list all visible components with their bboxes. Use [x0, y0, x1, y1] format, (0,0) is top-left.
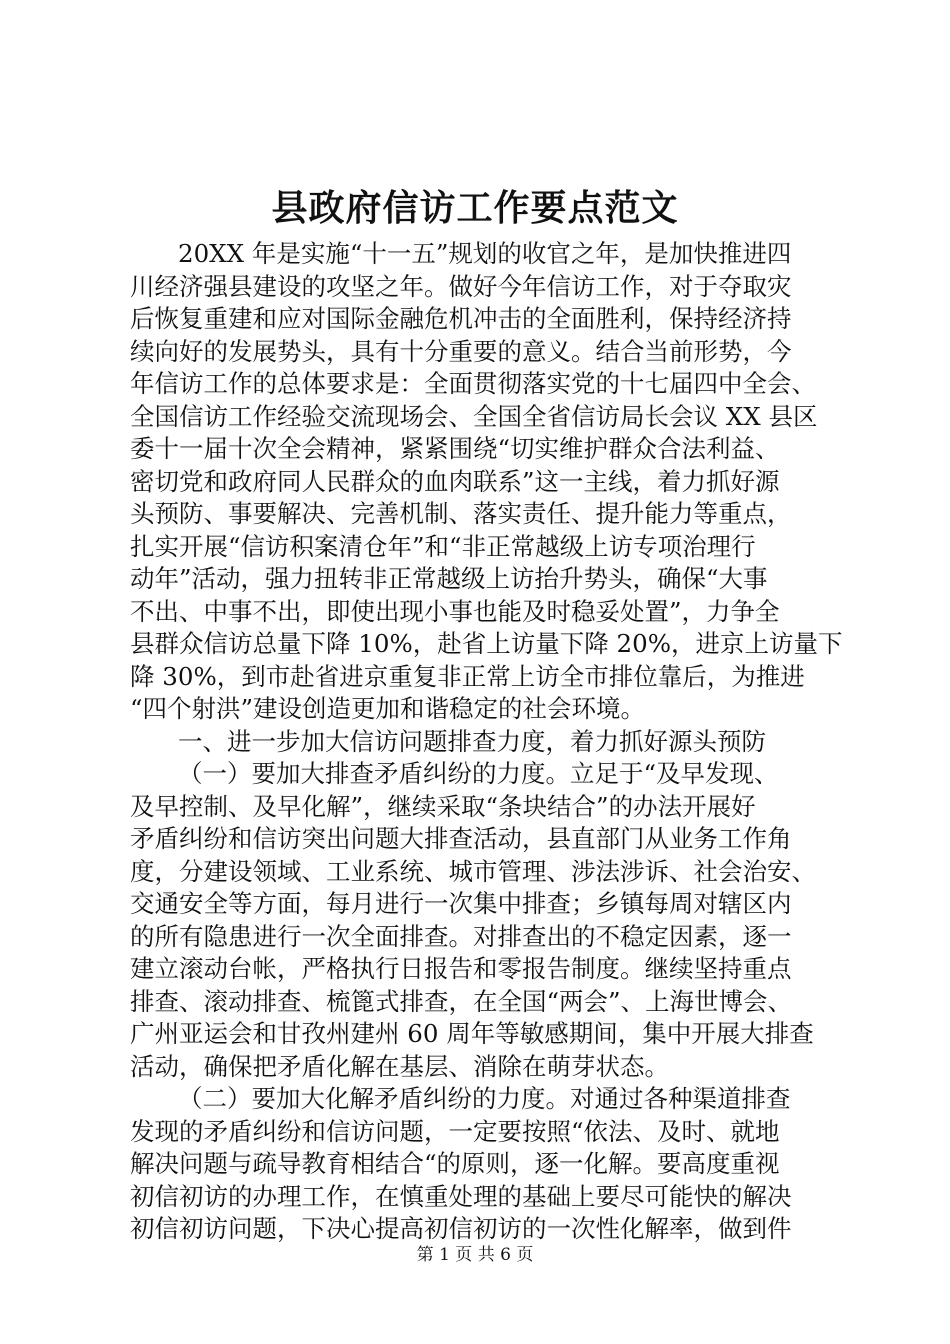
- text-line: 扎实开展“信访积案清仓年”和“非正常越级上访专项治理行: [130, 531, 756, 561]
- text-line: “四个射洪”建设创造更加和谐稳定的社会环境。: [130, 694, 646, 723]
- text-line: 全国信访工作经验交流现场会、全国全省信访局长会议 XX 县区: [130, 401, 818, 431]
- text-line: 初信初访的办理工作，在慎重处理的基础上要尽可能快的解决: [130, 1181, 792, 1211]
- text-line: 续向好的发展势头，具有十分重要的意义。结合当前形势，今: [130, 336, 792, 366]
- text-line: 头预防、事要解决、完善机制、落实责任、提升能力等重点，: [130, 499, 792, 528]
- text-line: 20XX 年是实施“十一五”规划的收官之年，是加快推进四: [178, 239, 792, 268]
- text-line: 降 30%，到市赴省进京重复非正常上访全市排位靠后，为推进: [130, 661, 805, 691]
- text-line: 委十一届十次全会精神，紧紧围绕“切实维护群众合法利益、: [130, 434, 780, 463]
- text-line: 年信访工作的总体要求是：全面贯彻落实党的十七届四中全会、: [130, 369, 816, 398]
- text-line: 度，分建设领域、工业系统、城市管理、涉法涉诉、社会治安、: [130, 856, 816, 886]
- text-line: （二）要加大化解矛盾纠纷的力度。对通过各种渠道排查: [178, 1084, 791, 1113]
- text-line: 不出、中事不出，即使出现小事也能及时稳妥处置”，力争全: [130, 596, 780, 626]
- text-line: 活动，确保把矛盾化解在基层、消除在萌芽状态。: [130, 1051, 669, 1081]
- page-number-footer: 第 1 页 共 6 页: [416, 1245, 534, 1265]
- text-line: 的所有隐患进行一次全面排查。对排查出的不稳定因素，逐一: [130, 921, 792, 951]
- text-line: 后恢复重建和应对国际金融危机冲击的全面胜利，保持经济持: [130, 304, 792, 333]
- text-line: 及早控制、及早化解”，继续采取“条块结合”的办法开展好: [130, 791, 756, 821]
- text-line: 发现的矛盾纠纷和信访问题，一定要按照“依法、及时、就地: [130, 1116, 780, 1146]
- text-line: 交通安全等方面，每月进行一次集中排查；乡镇每周对辖区内: [130, 889, 792, 918]
- text-line: （一）要加大排查矛盾纠纷的力度。立足于“及早发现、: [178, 759, 779, 788]
- text-line: 密切党和政府同人民群众的血肉联系”这一主线，着力抓好源: [130, 466, 780, 496]
- text-line: 矛盾纠纷和信访突出问题大排查活动，县直部门从业务工作角: [130, 824, 792, 853]
- text-line: 广州亚运会和甘孜州建州 60 周年等敏感期间，集中开展大排查: [130, 1019, 814, 1048]
- text-line: 川经济强县建设的攻坚之年。做好今年信访工作，对于夺取灾: [130, 271, 792, 301]
- text-line: 建立滚动台帐，严格执行日报告和零报告制度。继续坚持重点: [130, 954, 792, 983]
- text-line: 初信初访问题，下决心提高初信初访的一次性化解率，做到件: [130, 1214, 792, 1243]
- text-line: 县群众信访总量下降 10%，赴省上访量下降 20%，进京上访量下: [130, 629, 843, 658]
- document-title: 县政府信访工作要点范文: [271, 187, 679, 229]
- section-heading: 一、进一步加大信访问题排查力度，着力抓好源头预防: [178, 726, 766, 756]
- text-line: 解决问题与疏导教育相结合“的原则，逐一化解。要高度重视: [130, 1149, 780, 1178]
- text-line: 排查、滚动排查、梳篦式排查，在全国“两会”、上海世博会、: [130, 986, 793, 1016]
- text-line: 动年”活动，强力扭转非正常越级上访抬升势头，确保“大事: [130, 564, 768, 593]
